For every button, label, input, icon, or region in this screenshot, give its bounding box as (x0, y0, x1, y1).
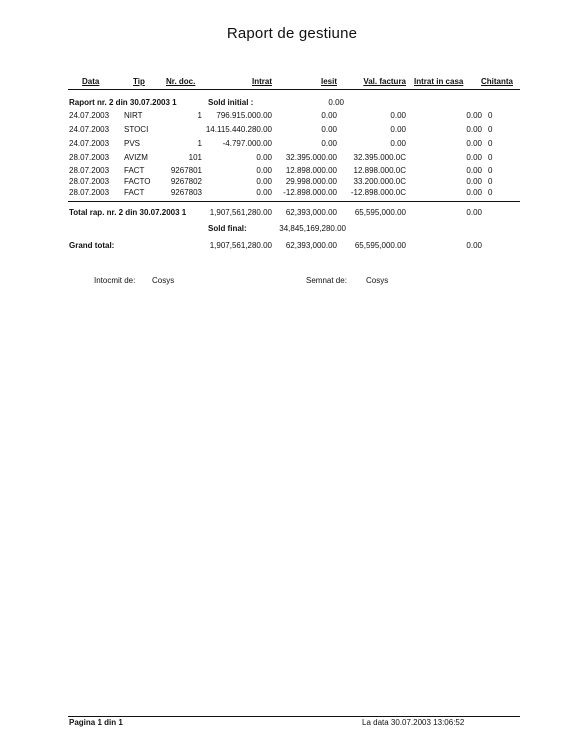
intocmit-value: Cosys (152, 276, 175, 285)
total-rap-val-factura: 65,595,000.00 (354, 208, 406, 217)
table-row-chitanta: 0 (488, 111, 493, 120)
grand-total-label: Grand total: (69, 241, 115, 250)
table-row-chitanta: 0 (488, 166, 493, 175)
table-row-intrat-casa: 0.00 (466, 188, 482, 197)
table-row-nr-doc: 1 (197, 111, 202, 120)
table-row-val-factura: 0.00 (390, 125, 406, 134)
table-row-chitanta: 0 (488, 139, 493, 148)
footer-rule (68, 716, 520, 717)
col-header-nr-doc: Nr. doc. (166, 77, 196, 86)
table-row-iesit: 0.00 (321, 111, 337, 120)
table-row-tip: FACTO (124, 177, 151, 186)
semnat-value: Cosys (366, 276, 389, 285)
table-row-intrat: 796.915.000.00 (216, 111, 272, 120)
table-row-date: 28.07.2003 (69, 166, 110, 175)
table-row-intrat: 0.00 (256, 153, 272, 162)
table-row-chitanta: 0 (488, 153, 493, 162)
table-row-nr-doc: 1 (197, 139, 202, 148)
total-rule (68, 201, 520, 202)
report-header-label: Raport nr. 2 din 30.07.2003 1 (69, 98, 177, 107)
sold-initial-value: 0.00 (328, 98, 344, 107)
table-row-intrat: 14.115.440.280.00 (205, 125, 272, 134)
table-row-val-factura: 12.898.000.0C (353, 166, 406, 175)
table-row-intrat: 0.00 (256, 177, 272, 186)
table-row-intrat: -4.797.000.00 (222, 139, 272, 148)
table-row-intrat-casa: 0.00 (466, 177, 482, 186)
table-row-tip: NIRT (124, 111, 143, 120)
sold-initial-label: Sold initial : (208, 98, 254, 107)
table-row-date: 28.07.2003 (69, 153, 110, 162)
col-header-chitanta: Chitanta (481, 77, 513, 86)
table-row-date: 24.07.2003 (69, 111, 110, 120)
col-header-data: Data (82, 77, 100, 86)
total-rap-intrat: 1,907,561,280.00 (209, 208, 272, 217)
total-rap-label: Total rap. nr. 2 din 30.07.2003 1 (69, 208, 187, 217)
header-rule (68, 89, 520, 90)
table-row-date: 28.07.2003 (69, 188, 110, 197)
table-row-iesit: 0.00 (321, 125, 337, 134)
table-row-nr-doc: 101 (188, 153, 202, 162)
table-row-intrat-casa: 0.00 (466, 153, 482, 162)
table-row-val-factura: 0.00 (390, 139, 406, 148)
grand-total-intrat: 1,907,561,280.00 (209, 241, 272, 250)
footer-page-number: Pagina 1 din 1 (69, 718, 123, 727)
footer-print-date: La data 30.07.2003 13:06:52 (362, 718, 465, 727)
table-row-nr-doc: 9267803 (170, 188, 202, 197)
table-row-nr-doc: 9267801 (170, 166, 202, 175)
total-rap-intrat-casa: 0.00 (466, 208, 482, 217)
table-row-iesit: 0.00 (321, 139, 337, 148)
sold-final-value: 34,845,169,280.00 (279, 224, 346, 233)
intocmit-label: Intocmit de: (94, 276, 136, 285)
table-row-intrat-casa: 0.00 (466, 139, 482, 148)
total-rap-iesit: 62,393,000.00 (285, 208, 337, 217)
col-header-val-factura: Val. factura (363, 77, 406, 86)
table-row-chitanta: 0 (488, 188, 493, 197)
table-row-val-factura: 0.00 (390, 111, 406, 120)
table-row-chitanta: 0 (488, 125, 493, 134)
grand-total-iesit: 62,393,000.00 (285, 241, 337, 250)
col-header-tip: Tip (133, 77, 145, 86)
table-row-intrat-casa: 0.00 (466, 125, 482, 134)
table-row-intrat: 0.00 (256, 188, 272, 197)
table-row-val-factura: -12.898.000.0C (350, 188, 406, 197)
table-row-intrat-casa: 0.00 (466, 111, 482, 120)
table-row-val-factura: 32.395.000.0C (353, 153, 406, 162)
table-row-date: 24.07.2003 (69, 139, 110, 148)
table-row-iesit: -12.898.000.00 (283, 188, 337, 197)
table-row-iesit: 32.395.000.00 (285, 153, 337, 162)
grand-total-val-factura: 65,595,000.00 (354, 241, 406, 250)
table-row-tip: AVIZM (124, 153, 148, 162)
col-header-intrat-in-casa: Intrat in casa (414, 77, 464, 86)
col-header-iesit: Iesit (320, 77, 337, 86)
table-row-nr-doc: 9267802 (170, 177, 202, 186)
table-row-chitanta: 0 (488, 177, 493, 186)
report-title: Raport de gestiune (226, 25, 358, 42)
table-row-iesit: 12.898.000.00 (285, 166, 337, 175)
table-row-date: 24.07.2003 (69, 125, 110, 134)
table-row-val-factura: 33.200.000.0C (353, 177, 406, 186)
table-row-intrat: 0.00 (256, 166, 272, 175)
col-header-intrat: Intrat (252, 77, 272, 86)
table-row-tip: STOCI (124, 125, 149, 134)
table-row-iesit: 29.998.000.00 (285, 177, 337, 186)
sold-final-label: Sold final: (208, 224, 247, 233)
semnat-label: Semnat de: (306, 276, 347, 285)
grand-total-intrat-casa: 0.00 (466, 241, 482, 250)
table-row-date: 28.07.2003 (69, 177, 110, 186)
table-row-tip: PVS (124, 139, 141, 148)
table-row-tip: FACT (124, 188, 145, 197)
table-row-tip: FACT (124, 166, 145, 175)
table-row-intrat-casa: 0.00 (466, 166, 482, 175)
